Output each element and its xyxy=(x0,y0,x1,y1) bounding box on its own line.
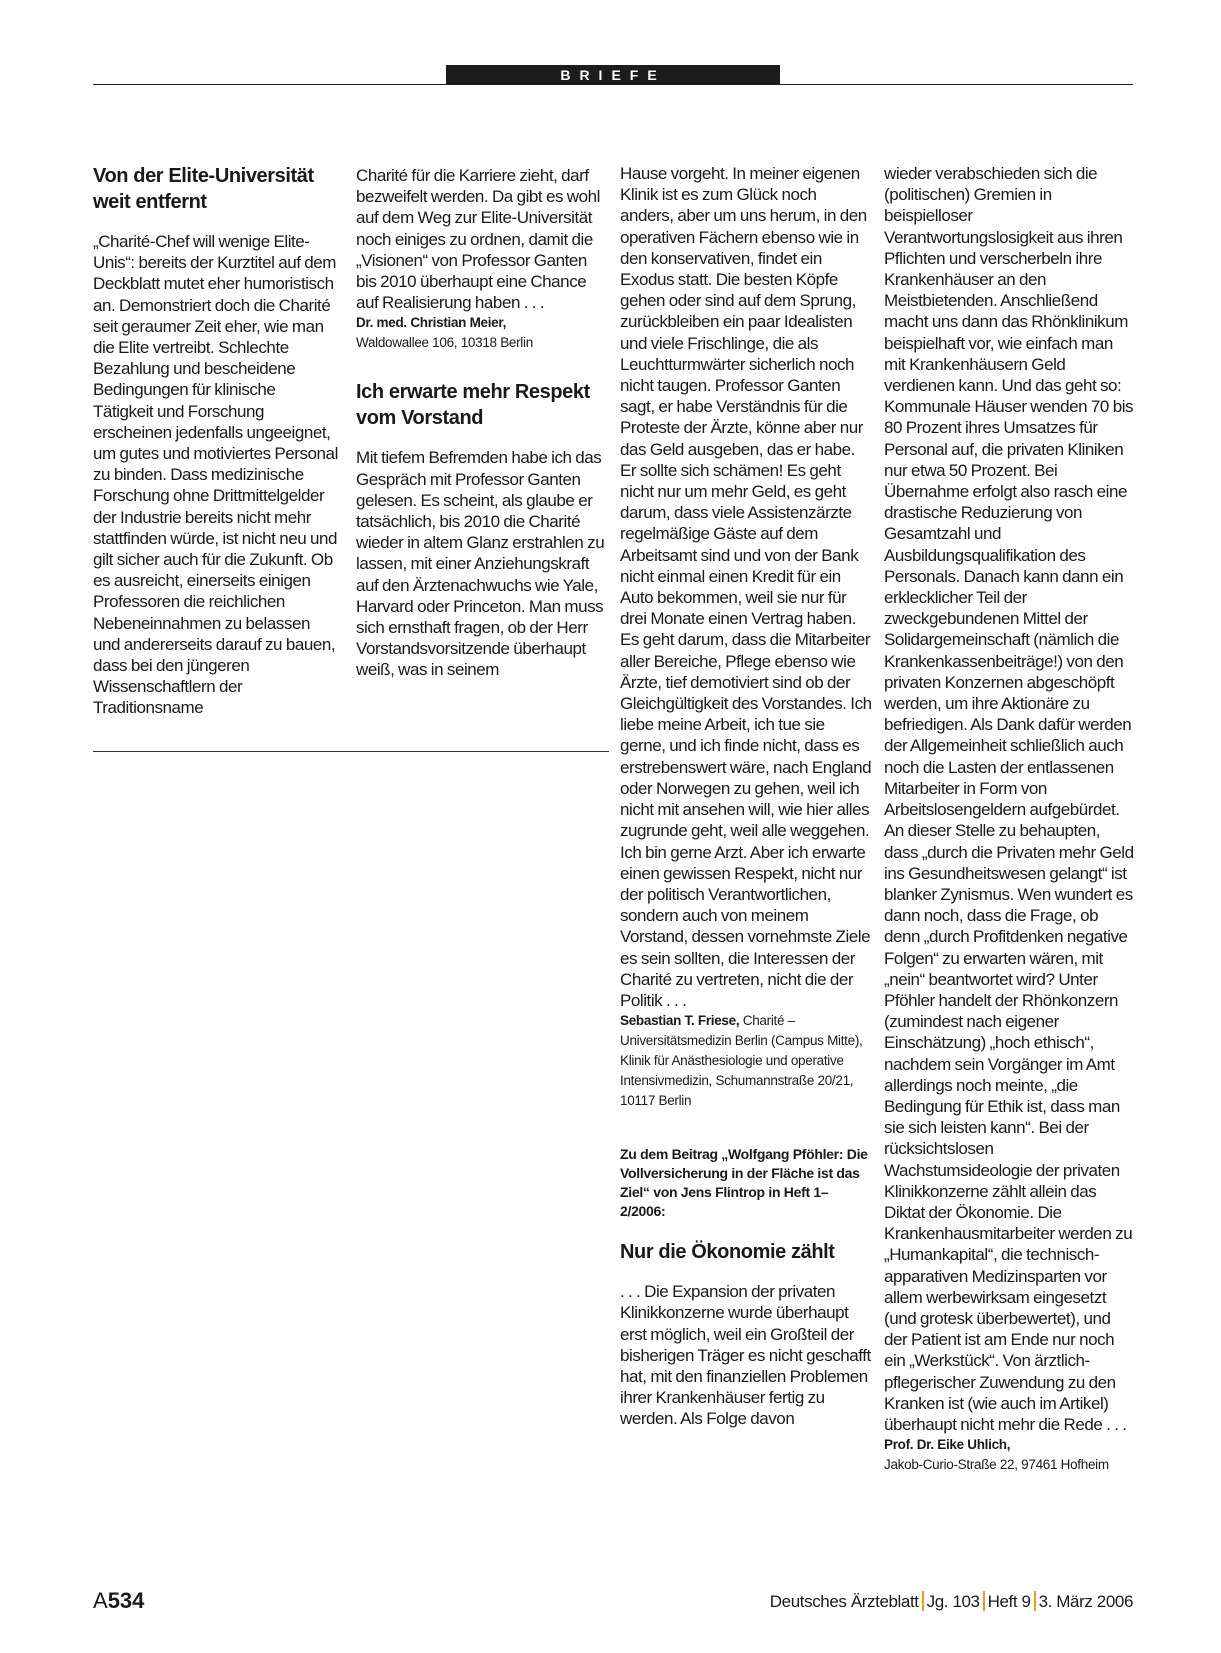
letter-2-body-part-1: Mit tiefem Befremden habe ich das Gespräch mit Professor Ganten gelesen. Es scheint, als glaube er tatsächlich, bis 2010 die Charité wieder in altem Glanz erstrahlen zu lassen, mit einer Anziehungskraft auf den Ärztenachwuchs wie Yale, Harvard oder Princeton. Man muss sich ernsthaft fragen, ob der Herr Vorstandsvorsitzende überhaupt weiß, was in seinem xyxy=(356,448,605,680)
letter-3-signature xyxy=(884,1435,1136,1475)
column-divider-rule xyxy=(93,751,609,752)
letter-3-address: Jakob-Curio-Straße 22, 97461 Hofheim xyxy=(884,1457,1109,1473)
letter-2-address: Charité – Universitätsmedizin Berlin (Campus Mitte), Klinik für Anästhesiologie und operative Intensivmedizin, Schumannstraße 20/21, 10117 Berlin xyxy=(620,1013,863,1109)
letter-1-body-part-1: „Charité-Chef will wenige Elite-Unis“: bereits der Kurztitel auf dem Deckblatt mutet eher humoristisch an. Demonstriert doch die Charité seit geraumer Zeit eher, wie man die Elite vertreibt. Schlechte Bezahlung und bescheidene Bedingungen für klinische Tätigkeit und Forschung erscheinen jedenfalls ungeeignet, um gutes und motiviertes Personal zu binden. Dass medizinische Forschung ohne Drittmittelgelder der Industrie bereits nicht mehr stattfinden würde, ist nicht neu und gilt sicher auch für die Zukunft. Ob es ausreicht, einerseits einigen Professoren die reichlichen Nebeneinnahmen zu belassen und andererseits darauf zu bauen, dass bei den jüngeren Wissenschaftlern der Traditionsname xyxy=(93,232,338,718)
column-2 xyxy=(356,165,608,681)
letter-3-body-part-2: wieder verabschieden sich die (politischen) Gremien in beispielloser Verantwortungslosigkeit aus ihren Pflichten und verscherbeln ihre Krankenhäuser an den Meistbietenden. Anschließend macht uns dann das Rhönklinikum beispielhaft vor, wie einfach man mit Krankenhäusern Geld verdienen kann. Und das geht so: Kommunale Häuser wenden 70 bis 80 Prozent ihres Umsatzes für Personal auf, die privaten Kliniken nur etwa 50 Prozent. Bei Übernahme erfolgt also rasch eine drastische Reduzierung von Gesamtzahl und Ausbildungsqualifikation des Personals. Danach kann dann ein erklecklicher Teil der zweckgebundenen Mittel der Solidargemeinschaft (nämlich die Krankenkassenbeiträge!) von den privaten Konzernen abgeschöpft werden, um ihre Aktionäre zu befriedigen. Als Dank dafür werden der Allgemeinheit schließlich auch noch die Lasten der entlassenen Mitarbeiter in Form von Arbeitslosengeldern aufgebürdet. An dieser Stelle zu behaupten, dass „durch die Privaten mehr Geld ins Gesundheitswesen gelangt“ ist blanker Zynismus. Wen wundert es dann noch, dass die Frage, ob denn „durch Profitdenken negative Folgen“ zu erwarten wären, mit „nein“ beantwortet wird? Unter Pföhler handelt der Rhönkonzern (zumindest nach eigener Einschätzung) „hoch ethisch“, nachdem sein Vorgänger im Amt allerdings noch meinte, „die Bedingung für Ethik ist, dass man sie sich leisten kann“. Bei der rücksichtslosen Wachstumsideologie der privaten Klinikkonzerne zählt allein das Diktat der Ökonomie. Die Krankenhausmitarbeiter werden zu „Humankapital“, die technisch-apparativen Medizinsparten vor allem werbewirksam eingesetzt (und grotesk überbewertet), und der Patient ist am Ende nur noch ein „Werkstück“. Von ärztlich-pflegerischer Zuwendung zu den Kranken ist (wie auch im Artikel) überhaupt nicht mehr die Rede . . . xyxy=(884,164,1134,1434)
journal-volume: Jg. 103 xyxy=(926,1592,980,1611)
section-header: BRIEFE xyxy=(446,65,780,85)
letter-3-author: Prof. Dr. Eike Uhlich, xyxy=(884,1437,1011,1453)
letter-2-signature xyxy=(620,1011,872,1111)
letter-1-author: Dr. med. Christian Meier, xyxy=(356,315,507,331)
letter-3-body-part-1: . . . Die Expansion der privaten Klinikkonzerne wurde überhaupt erst möglich, weil ein Großteil der bisherigen Träger es nicht geschafft hat, mit den finanziellen Problemen ihrer Krankenhäuser fertig zu werden. Als Folge davon xyxy=(620,1282,871,1429)
page-number-value: 534 xyxy=(107,1588,145,1613)
letter-3-title: Nur die Ökonomie zählt xyxy=(620,1241,835,1264)
footer-separator xyxy=(922,1591,924,1611)
letter-3-reference: Zu dem Beitrag „Wolfgang Pföhler: Die Vollversicherung in der Fläche ist das Ziel“ von Jens Flintrop in Heft 1–2/2006: xyxy=(620,1146,868,1220)
journal-issue: Heft 9 xyxy=(987,1592,1031,1611)
column-1 xyxy=(93,163,339,719)
page-prefix: A xyxy=(93,1588,108,1613)
letter-1-signature xyxy=(356,313,608,353)
journal-name: Deutsches Ärzteblatt xyxy=(769,1592,919,1611)
column-4 xyxy=(884,163,1136,1475)
column-3 xyxy=(620,163,872,1430)
journal-date: 3. März 2006 xyxy=(1038,1592,1133,1611)
footer-separator xyxy=(1034,1591,1036,1611)
journal-footer xyxy=(770,1591,1133,1613)
letter-1-title: Von der Elite-Universität weit entfernt xyxy=(93,165,314,213)
letter-2-body-part-2: Hause vorgeht. In meiner eigenen Klinik ist es zum Glück noch anders, aber um uns herum, in den operativen Fächern ebenso wie in den konservativen, findet ein Exodus statt. Die besten Köpfe gehen oder sind auf dem Sprung, zurückbleiben ein paar Idealisten und viele Frischlinge, die als Leuchtturmwärter sicherlich noch nicht taugen. Professor Ganten sagt, er habe Verständnis für die Proteste der Ärzte, könne aber nur das Geld ausgeben, das er habe. Er sollte sich schämen! Es geht nicht nur um mehr Geld, es geht darum, dass viele Assistenzärzte regelmäßige Gäste auf dem Arbeitsamt sind und von der Bank nicht einmal einen Kredit für ein Auto bekommen, weil sie nur für drei Monate einen Vertrag haben. Es geht darum, dass die Mitarbeiter aller Bereiche, Pflege ebenso wie Ärzte, tief demotiviert sind ob der Gleichgültigkeit des Vorstandes. Ich liebe meine Arbeit, ich tue sie gerne, und ich finde nicht, dass es erstrebenswert wäre, nach England oder Norwegen zu gehen, weil ich nicht mit ansehen will, wie hier alles zugrunde geht, weil alle weggehen. Ich bin gerne Arzt. Aber ich erwarte einen gewissen Respekt, nicht nur der politisch Verantwortlichen, sondern auch von meinem Vorstand, dessen vornehmste Ziele es sein sollten, die Interessen der Charité zu vertreten, nicht die der Politik . . . xyxy=(620,164,872,1010)
page-number xyxy=(93,1588,144,1614)
letter-1-body-part-2: Charité für die Karriere zieht, darf bezweifelt werden. Da gibt es wohl auf dem Weg zur Elite-Universität noch einiges zu ordnen, damit die „Visionen“ von Professor Ganten bis 2010 überhaupt eine Chance auf Realisierung haben . . . xyxy=(356,166,600,313)
letter-2-title: Ich erwarte mehr Respekt vom Vorstand xyxy=(356,381,590,430)
letter-2-author: Sebastian T. Friese, xyxy=(620,1013,740,1029)
footer-separator xyxy=(983,1591,985,1611)
letter-1-address: Waldowallee 106, 10318 Berlin xyxy=(356,335,533,351)
